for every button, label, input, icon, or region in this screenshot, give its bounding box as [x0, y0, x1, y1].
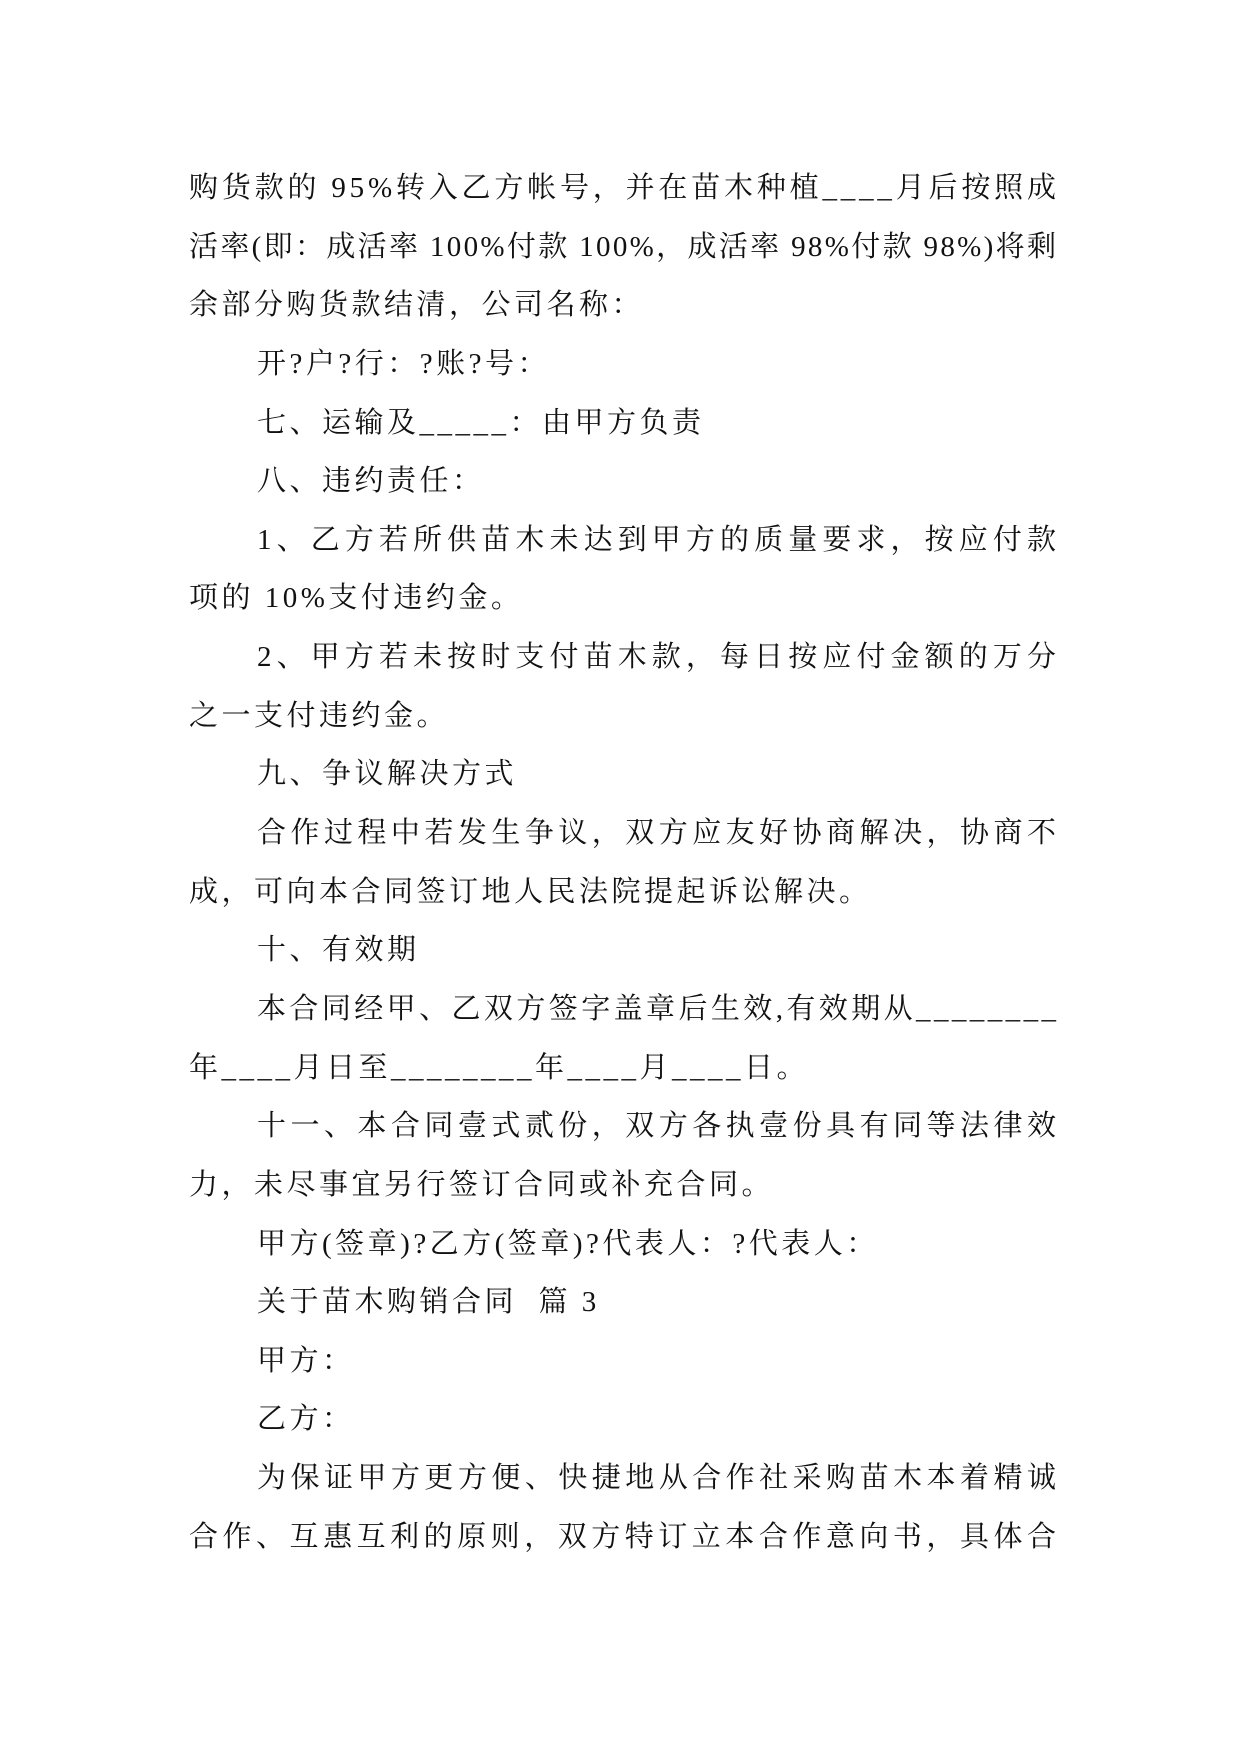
- section-8-heading: 八、违约责任：: [257, 465, 485, 498]
- validity-clause-line-2: 年____月日至________年____月____日。: [189, 1051, 810, 1084]
- payment-terms-line-2: 活率(即：成活率 100%付款 100%，成活率 98%付款 98%)将剩: [189, 230, 1059, 263]
- breach-clause-2-line-1: 2、甲方若未按时支付苗木款，每日按应付金额的万分: [257, 641, 1062, 674]
- breach-clause-2-line-2: 之一支付违约金。: [189, 699, 450, 732]
- breach-clause-1-line-2: 项的 10%支付违约金。: [189, 582, 524, 615]
- section-9-heading: 九、争议解决方式: [257, 758, 518, 791]
- intro-paragraph-line-2: 合作、互惠互利的原则，双方特订立本合作意向书，具体合: [189, 1520, 1061, 1553]
- dispute-clause-line-1: 合作过程中若发生争议，双方应友好协商解决，协商不: [257, 817, 1061, 850]
- breach-clause-1-line-1: 1、乙方若所供苗木未达到甲方的质量要求，按应付款: [257, 523, 1062, 556]
- party-a-label: 甲方：: [257, 1344, 355, 1377]
- contract-3-title: 关于苗木购销合同 篇 3: [257, 1286, 600, 1319]
- dispute-clause-line-2: 成，可向本合同签订地人民法院提起诉讼解决。: [189, 875, 872, 908]
- section-10-heading: 十、有效期: [257, 934, 420, 967]
- payment-terms-line-1: 购货款的 95%转入乙方帐号，并在苗木种植____月后按照成: [189, 172, 1060, 204]
- document-body: [189, 159, 1062, 1566]
- party-b-label: 乙方：: [257, 1403, 355, 1436]
- section-7-transport: 七、运输及_____：由甲方负责: [257, 406, 705, 439]
- section-11-line-2: 力，未尽事宜另行签订合同或补充合同。: [189, 1168, 775, 1201]
- section-11-line-1: 十一、本合同壹式贰份，双方各执壹份具有同等法律效: [257, 1110, 1061, 1143]
- intro-paragraph-line-1: 为保证甲方更方便、快捷地从合作社采购苗木本着精诚: [257, 1462, 1061, 1495]
- payment-terms-line-3: 余部分购货款结清，公司名称：: [189, 289, 645, 322]
- validity-clause-line-1: 本合同经甲、乙双方签字盖章后生效,有效期从________: [257, 992, 1060, 1025]
- signature-line: 甲方(签章)?乙方(签章)?代表人：?代表人：: [257, 1227, 879, 1260]
- bank-info-line: 开?户?行：?账?号：: [257, 347, 550, 380]
